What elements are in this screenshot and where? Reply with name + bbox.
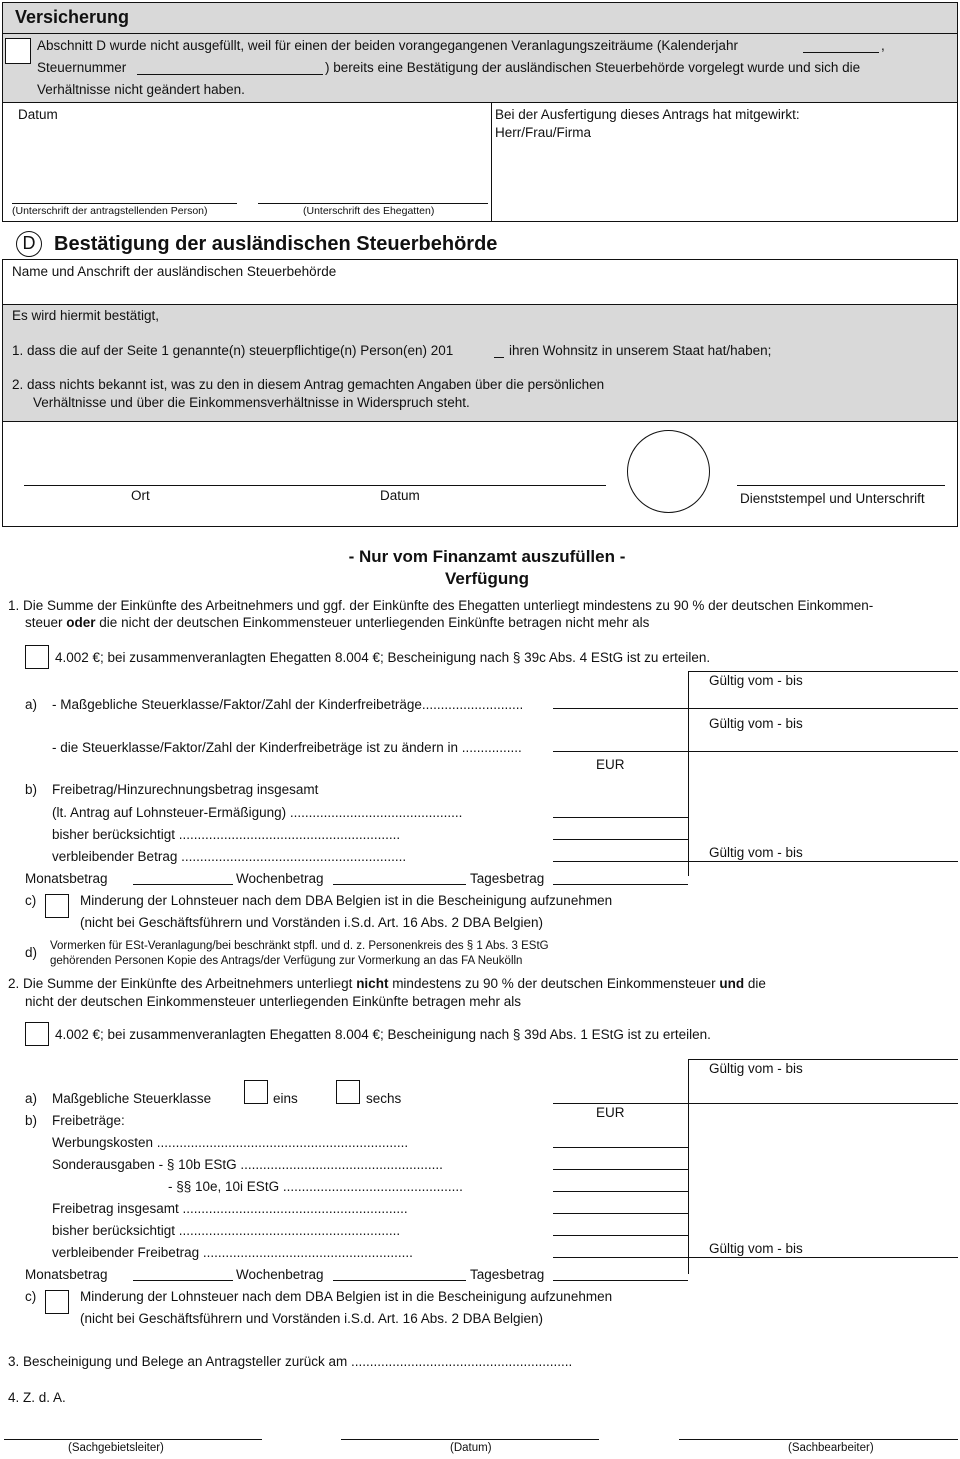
footer-datum: (Datum) [450, 1442, 492, 1454]
woche-line-1[interactable] [333, 884, 466, 885]
stempel-label: Dienststempel und Unterschrift [740, 491, 925, 506]
a-2-text: Maßgebliche Steuerklasse [52, 1091, 212, 1106]
tag-line-2[interactable] [553, 1280, 688, 1281]
tag-line-1[interactable] [553, 884, 688, 885]
tagesbetrag-1: Tagesbetrag [470, 871, 545, 886]
vf-line[interactable] [553, 1257, 958, 1258]
c-checkbox-1[interactable] [45, 894, 69, 918]
s1-right-panel-top [688, 671, 958, 672]
s1-line2-post: die nicht der deutschen Einkommensteuer unterliegenden Einkünfte betragen nicht mehr als [95, 615, 650, 630]
monat-line-1[interactable] [133, 884, 233, 885]
s1-line1: 1. Die Summe der Einkünfte des Arbeitnehmers und ggf. der Einkünfte des Ehegatten unterliegt mindestens zu 90 % der deutschen Einkommen- [8, 598, 874, 613]
eins-label: eins [273, 1091, 298, 1106]
gueltig-4: Gültig vom - bis [709, 1061, 803, 1076]
bb-line[interactable] [553, 1235, 688, 1236]
c2-text: (nicht bei Geschäftsführern und Vorständen i.S.d. Art. 16 Abs. 2 DBA Belgien) [80, 915, 544, 930]
s3-text: 3. Bescheinigung und Belege an Antragsteller zurück am ........................................................... [8, 1354, 573, 1369]
versicherung-line3: Verhältnisse nicht geändert haben. [37, 82, 245, 97]
werbungskosten: Werbungskosten ................................................................... [52, 1135, 409, 1150]
monatsbetrag-1: Monatsbetrag [25, 871, 108, 886]
datum-label-d: Datum [380, 488, 420, 503]
finanzamt-heading: - Nur vom Finanzamt auszufüllen - [348, 547, 626, 566]
eins-checkbox[interactable] [244, 1080, 268, 1104]
wochenbetrag-1: Wochenbetrag [236, 871, 324, 886]
b1-text: Freibetrag/Hinzurechnungsbetrag insgesamt [52, 782, 319, 797]
sechs-label: sechs [366, 1091, 402, 1106]
signature-line-1 [12, 203, 237, 204]
signature-label-2: (Unterschrift des Ehegatten) [303, 205, 435, 217]
s1-checkbox[interactable] [25, 645, 49, 669]
gueltig-1: Gültig vom - bis [709, 673, 803, 688]
verbleibender-freibetrag: verbleibender Freibetrag ........................................................ [52, 1245, 413, 1260]
c2-text-2: (nicht bei Geschäftsführern und Vorständen i.S.d. Art. 16 Abs. 2 DBA Belgien) [80, 1311, 544, 1326]
section-d-circle [16, 231, 42, 257]
footer-line-3 [679, 1439, 958, 1440]
s2-mid: mindestens zu 90 % der deutschen Einkommensteuer [388, 976, 720, 991]
b2-text: (lt. Antrag auf Lohnsteuer-Ermäßigung) .............................................. [52, 805, 463, 820]
a1-text: - Maßgebliche Steuerklasse/Faktor/Zahl der Kinderfreibeträge........................... [52, 697, 524, 712]
b3-line[interactable] [553, 839, 688, 840]
section-d-letter: D [22, 233, 36, 253]
b-label-1: b) [25, 782, 38, 797]
tagesbetrag-2: Tagesbetrag [470, 1267, 545, 1282]
d1-text: Vormerken für ESt-Veranlagung/bei beschränkt stpfl. und d. z. Personenkreis des § 1 Abs. 3 EStG [50, 940, 549, 952]
woche-line-2[interactable] [333, 1280, 466, 1281]
eur-1: EUR [596, 757, 625, 772]
ort-datum-line [24, 485, 606, 486]
s2-right-panel-left [688, 1059, 689, 1274]
versicherung-title-bar [2, 2, 958, 34]
bestaetigung-intro: Es wird hiermit bestätigt, [12, 308, 160, 323]
footer-line-1 [4, 1439, 262, 1440]
s1-line2-pre: steuer [25, 615, 67, 630]
s2-pre: 2. Die Summe der Einkünfte des Arbeitnehmers unterliegt [8, 976, 357, 991]
a-label-1: a) [25, 697, 38, 712]
datum-label: Datum [18, 107, 58, 122]
c1-text: Minderung der Lohnsteuer nach dem DBA Belgien ist in die Bescheinigung aufzunehmen [80, 893, 613, 908]
gueltig-3: Gültig vom - bis [709, 845, 803, 860]
signature-label-1: (Unterschrift der antragstellenden Person) [12, 205, 208, 217]
stempel-line [737, 485, 945, 486]
bestaetigung-p2b: Verhältnisse und über die Einkommensverhältnisse in Widerspruch steht. [33, 395, 470, 410]
s4-text: 4. Z. d. A. [8, 1390, 66, 1405]
versicherung-line1: Abschnitt D wurde nicht ausgefüllt, weil für einen der beiden vorangegangenen Veranlagungszeiträume (Kalenderjahr [37, 38, 738, 53]
sonderausgaben: Sonderausgaben - § 10b EStG ...................................................... [52, 1157, 443, 1172]
bestaetigung-p2a: 2. dass nichts bekannt ist, was zu den in diesem Antrag gemachten Angaben über die persönlichen [12, 377, 605, 392]
c-label-1: c) [25, 893, 37, 908]
sonderausgaben-2: - §§ 10e, 10i EStG ................................................ [168, 1179, 463, 1194]
verfuegung-heading: Verfügung [444, 569, 530, 588]
signature-line-2 [258, 203, 488, 204]
steuernummer-line[interactable] [137, 74, 323, 75]
s2-line1 [8, 976, 766, 991]
c-checkbox-2[interactable] [45, 1290, 69, 1314]
so-line[interactable] [553, 1169, 688, 1170]
behoerde-name-label: Name und Anschrift der ausländischen Steuerbehörde [12, 264, 337, 279]
s2-right-panel-top [688, 1059, 958, 1060]
versicherung-line2: ) bereits eine Bestätigung der ausländischen Steuerbehörde vorgelegt wurde und sich die [325, 60, 861, 75]
s2-checkbox[interactable] [25, 1022, 49, 1046]
b4-line[interactable] [553, 861, 958, 862]
steuernummer-label: Steuernummer [37, 60, 127, 75]
a-label-2: a) [25, 1091, 38, 1106]
s2-line3: 4.002 €; bei zusammenveranlagten Ehegatten 8.004 €; Bescheinigung nach § 39d Abs. 1 EStG ist zu erteilen. [55, 1027, 711, 1042]
fi-line[interactable] [553, 1213, 688, 1214]
s2-line2: nicht der deutschen Einkommensteuer unterliegenden Einkünfte betragen mehr als [25, 994, 522, 1009]
wk-line[interactable] [553, 1147, 688, 1148]
b3-text: bisher berücksichtigt ........................................................... [52, 827, 401, 842]
signature-box-left [2, 102, 492, 222]
herr-frau-firma-label: Herr/Frau/Firma [495, 125, 592, 140]
gueltig-2: Gültig vom - bis [709, 716, 803, 731]
sechs-checkbox[interactable] [336, 1080, 360, 1104]
wochenbetrag-2: Wochenbetrag [236, 1267, 324, 1282]
gueltig-5: Gültig vom - bis [709, 1241, 803, 1256]
s2-nicht: nicht [356, 976, 389, 991]
versicherung-line1-end: , [881, 38, 885, 53]
section-d-title: Bestätigung der ausländischen Steuerbehörde [54, 233, 498, 255]
b-2-text: Freibeträge: [52, 1113, 125, 1128]
footer-line-2 [341, 1439, 599, 1440]
versicherung-title: Versicherung [15, 7, 130, 27]
b2-line[interactable] [553, 817, 688, 818]
bestaetigung-p1b: ihren Wohnsitz in unserem Staat hat/haben; [509, 343, 772, 358]
a2-text: - die Steuerklasse/Faktor/Zahl der Kinderfreibeträge ist zu ändern in ................ [52, 740, 522, 755]
versicherung-checkbox[interactable] [5, 38, 31, 64]
year-digit-line[interactable] [494, 357, 504, 358]
monatsbetrag-2: Monatsbetrag [25, 1267, 108, 1282]
b-label-2: b) [25, 1113, 38, 1128]
ort-label: Ort [131, 488, 150, 503]
bestaetigung-p1: 1. dass die auf der Seite 1 genannte(n) steuerpflichtige(n) Person(en) 201 [12, 343, 454, 358]
footer-sachbearbeiter: (Sachbearbeiter) [788, 1442, 874, 1454]
b4-text: verbleibender Betrag ............................................................ [52, 849, 407, 864]
s1-right-panel-left [688, 671, 689, 876]
kalenderjahr-line [803, 52, 879, 53]
a-2-line[interactable] [553, 1103, 958, 1104]
eur-2: EUR [596, 1105, 625, 1120]
s2-post: die [744, 976, 766, 991]
a2-line[interactable] [553, 751, 958, 752]
s1-oder: oder [66, 615, 96, 630]
s2-und: und [719, 976, 745, 991]
c-label-2: c) [25, 1289, 37, 1304]
monat-line-2[interactable] [133, 1280, 233, 1281]
d2-text: gehörenden Personen Kopie des Antrags/der Verfügung zur Vormerkung an das FA Neukölln [50, 955, 523, 967]
footer-sachgebietsleiter: (Sachgebietsleiter) [68, 1442, 164, 1454]
a1-line[interactable] [553, 708, 958, 709]
bisher-beruecksichtigt: bisher berücksichtigt ........................................................... [52, 1223, 401, 1238]
so2-line[interactable] [553, 1191, 688, 1192]
stamp-circle [627, 430, 710, 513]
mitgewirkt-label: Bei der Ausfertigung dieses Antrags hat mitgewirkt: [495, 107, 800, 122]
s1-line2 [25, 615, 649, 630]
stempel-box [2, 421, 958, 527]
s1-line3: 4.002 €; bei zusammenveranlagten Ehegatten 8.004 €; Bescheinigung nach § 39c Abs. 4 EStG ist zu erteilen. [55, 650, 711, 665]
freibetrag-insgesamt: Freibetrag insgesamt ............................................................ [52, 1201, 408, 1216]
c1-text-2: Minderung der Lohnsteuer nach dem DBA Belgien ist in die Bescheinigung aufzunehmen [80, 1289, 613, 1304]
d-label: d) [25, 945, 38, 960]
